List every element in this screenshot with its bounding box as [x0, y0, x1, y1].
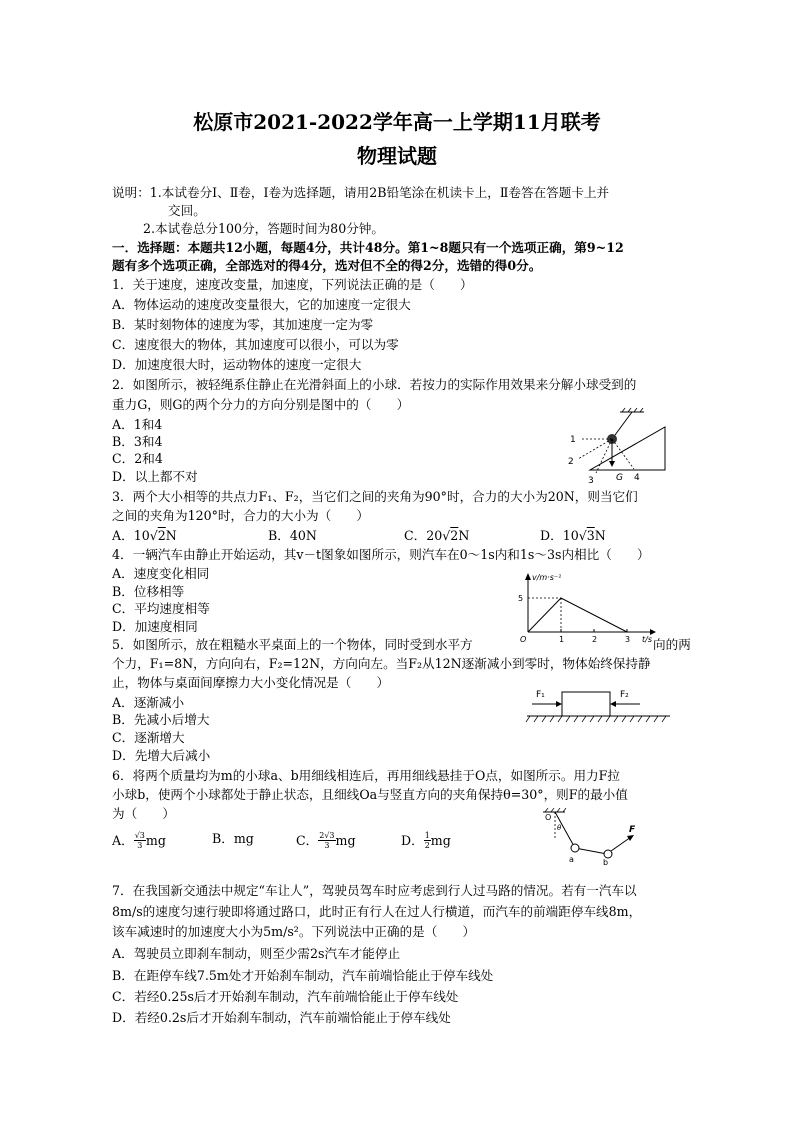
q1-option-c: C．速度很大的物体，其加速度可以很小，可以为零	[112, 337, 399, 352]
q4-xtick-1: 1	[559, 635, 565, 644]
q7-option-c: C．若经0.25s后才开始刹车制动，汽车前端恰能止于停车线处	[112, 989, 459, 1004]
q5-option-a: A．逐渐减小	[112, 695, 185, 710]
note-1-cont: 交回。	[168, 203, 206, 218]
q6-label-a: a	[569, 855, 574, 864]
q2-option-d: D．以上都不对	[112, 469, 198, 484]
q2-fig-label-2: 2	[568, 457, 574, 467]
q6-label-theta: θ	[557, 824, 562, 832]
q1-option-d: D．加速度很大时，运动物体的速度一定很大	[112, 357, 362, 372]
q2-fig-label-g: G	[616, 473, 623, 483]
q4-xtick-3: 3	[625, 635, 631, 644]
section-header-line1: 一．选择题：本题共12小题，每题4分，共计48分。第1~8题只有一个选项正确，第9~12	[112, 240, 624, 255]
q6-two-balls-figure	[535, 808, 650, 866]
q4-ytick-5: 5	[518, 594, 524, 603]
q2-stem-line2: 重力G，则G的两个分力的方向分别是图中的（ ）	[112, 397, 410, 412]
q7-option-a: A．驾驶员立即刹车制动，则至少需2s汽车才能停止	[112, 946, 401, 961]
note-1: 说明：1.本试卷分Ⅰ、Ⅱ卷，Ⅰ卷为选择题，请用2B铅笔涂在机读卡上，Ⅱ卷答在答题卡上并	[112, 185, 610, 200]
q2-fig-label-3: 3	[588, 476, 594, 486]
q4-vt-graph	[510, 568, 660, 644]
q6-label-o: O	[545, 813, 552, 822]
q2-stem-line1: 2．如图所示，被轻绳系住静止在光滑斜面上的小球．若按力的实际作用效果来分解小球受到的	[112, 377, 637, 392]
q2-option-a: A．1和4	[112, 417, 163, 432]
q5-option-c: C．逐渐增大	[112, 730, 185, 745]
page-subtitle: 物理试题	[357, 144, 437, 168]
q5-label-f2: F₂	[620, 690, 629, 700]
q5-stem-line3: 止，物体与桌面间摩擦力大小变化情况是（ ）	[112, 675, 390, 690]
q3-stem-line1: 3．两个大小相等的共点力F₁、F₂，当它们之间的夹角为90°时，合力的大小为20N，则当它们	[112, 489, 638, 504]
q3-option-c: C．20√2N	[404, 528, 470, 543]
q2-option-b: B．3和4	[112, 434, 163, 449]
q1-option-a: A．物体运动的速度改变量很大，它的加速度一定很大	[112, 297, 411, 312]
q2-fig-label-1: 1	[570, 435, 576, 445]
q4-ylabel: v/m·s⁻¹	[532, 573, 562, 582]
q2-option-c: C．2和4	[112, 451, 163, 466]
q6-option-c: C． 2√3 3 mg	[296, 831, 356, 850]
note-2: 2.本试卷总分100分，答题时间为80分钟。	[143, 221, 384, 236]
q6-option-d: D． 1 2 mg	[401, 831, 451, 850]
q1-stem: 1．关于速度，速度改变量，加速度，下列说法正确的是（ ）	[112, 277, 473, 292]
q5-option-d: D．先增大后减小	[112, 748, 211, 763]
page-title: 松原市2021-2022学年高一上学期11月联考	[193, 110, 601, 134]
q4-xlabel: t/s	[642, 635, 652, 644]
q6-label-f: F	[629, 825, 636, 835]
q1-option-b: B．某时刻物体的速度为零，其加速度一定为零	[112, 317, 374, 332]
q6-option-a: A． √3 3 mg	[112, 831, 166, 850]
q4-stem: 4．一辆汽车由静止开始运动，其v－t图象如图所示，则汽车在0～1s内和1s～3s内相比（ ）	[112, 547, 650, 562]
q7-stem-line3: 该车减速时的加速度大小为5m/s²。下列说法中正确的是（ ）	[112, 924, 476, 939]
q6-stem-line3: 为（ ）	[112, 806, 175, 821]
q6-stem-line1: 6．将两个质量均为m的小球a、b用细线相连后，再用细线悬挂于O点，如图所示。用力F拉	[112, 768, 620, 783]
q4-option-d: D．加速度相同	[112, 619, 198, 634]
q3-option-b: B．40N	[268, 528, 317, 543]
q5-stem-line1a: 5．如图所示，放在粗糙水平桌面上的一个物体，同时受到水平方	[112, 637, 473, 652]
q6-label-b: b	[603, 858, 609, 866]
section-header-line2: 题有多个选项正确，全部选对的得4分，选对但不全的得2分，选错的得0分。	[112, 258, 542, 273]
q4-option-b: B．位移相等	[112, 584, 185, 599]
q3-stem-line2: 之间的夹角为120°时，合力的大小为（ ）	[112, 508, 370, 523]
q5-option-b: B．先减小后增大	[112, 712, 210, 727]
q7-stem-line1: 7．在我国新交通法中规定“车让人”，驾驶员驾车时应考虑到行人过马路的情况。若有一汽车以	[112, 883, 637, 898]
q5-label-f1: F₁	[536, 690, 545, 700]
q4-xtick-2: 2	[592, 635, 598, 644]
q3-option-a: A．10√2N	[112, 528, 177, 543]
q7-option-b: B．在距停车线7.5m处才开始刹车制动，汽车前端恰能止于停车线处	[112, 968, 494, 983]
q7-stem-line2: 8m/s的速度匀速行驶即将通过路口，此时正有行人在过人行横道，而汽车的前端距停车线8m，	[112, 904, 642, 919]
q5-stem-line1b: 向的两	[653, 637, 691, 652]
q2-incline-figure	[560, 407, 670, 487]
q4-option-c: C．平均速度相等	[112, 601, 210, 616]
q4-origin: O	[520, 635, 527, 644]
q2-fig-label-4: 4	[634, 473, 640, 483]
q5-stem-line2: 个力，F₁=8N，方向向右，F₂=12N，方向向左。当F₂从12N逐渐减小到零时，物体始终保持静	[112, 656, 651, 671]
q3-option-d: D．10√3N	[540, 528, 606, 543]
q6-stem-line2: 小球b，使两个小球都处于静止状态，且细线Oa与竖直方向的夹角保持θ=30°，则F的最小值	[112, 787, 628, 802]
q5-block-figure	[522, 684, 672, 730]
q7-option-d: D．若经0.2s后才开始刹车制动，汽车前端恰能止于停车线处	[112, 1010, 451, 1025]
q4-option-a: A．速度变化相同	[112, 566, 210, 581]
q6-option-b: B．mg	[212, 831, 254, 846]
